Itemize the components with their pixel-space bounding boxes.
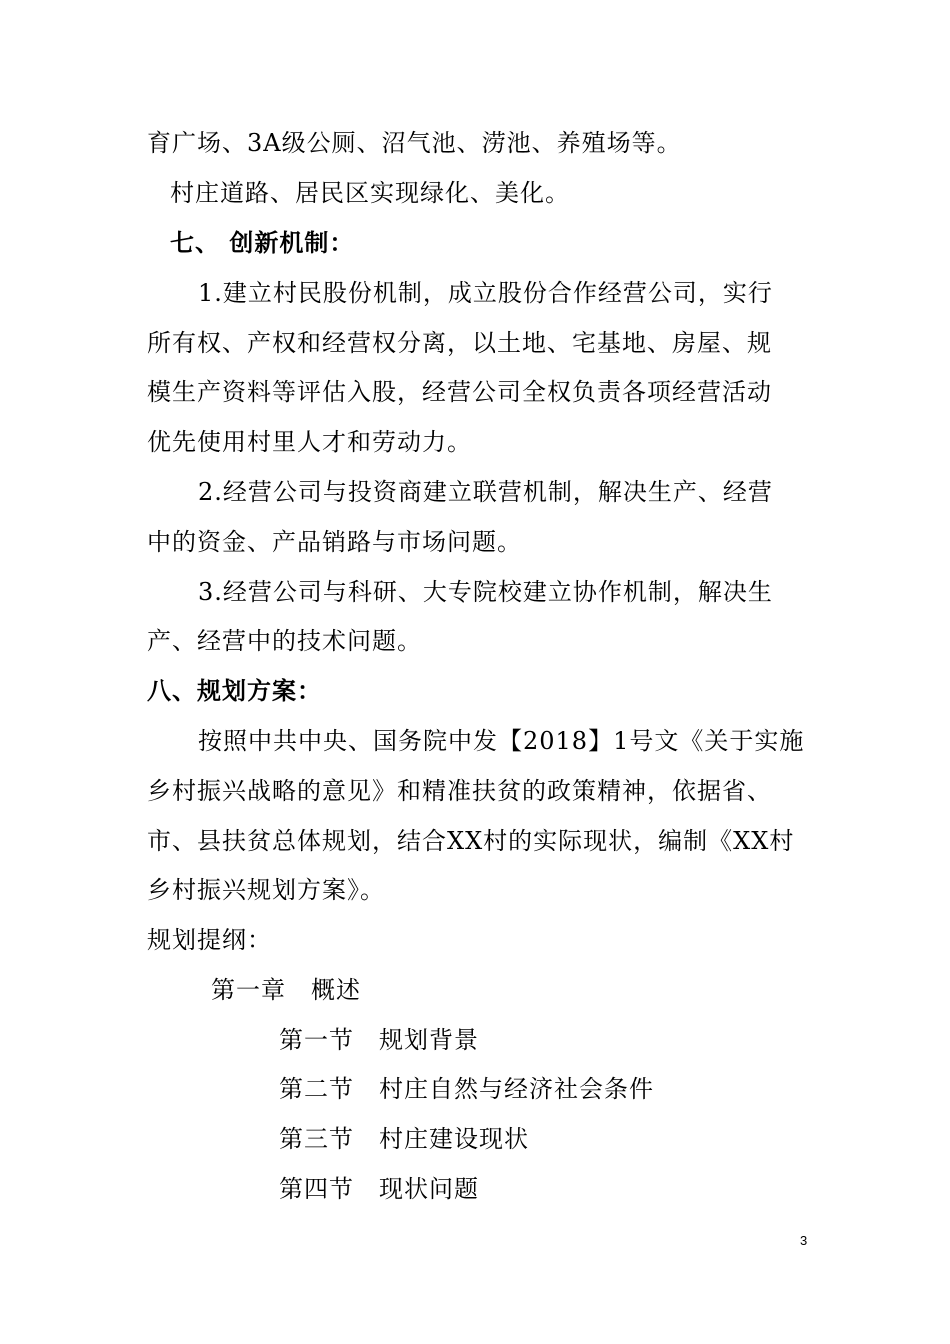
section-heading: 八、规划方案： <box>147 676 322 705</box>
text-line: 3.经营公司与科研、大专院校建立协作机制，解决生 <box>198 578 773 606</box>
outline-section: 第三节 村庄建设现状 <box>279 1125 529 1153</box>
text-line: 乡村振兴战略的意见》和精准扶贫的政策精神，依据省、 <box>147 777 772 805</box>
text-line: 按照中共中央、国务院中发【2018】1号文《关于实施 <box>198 727 805 755</box>
text-line: 村庄道路、居民区实现绿化、美化。 <box>170 179 570 207</box>
outline-section: 第四节 现状问题 <box>279 1175 479 1203</box>
text-line: 优先使用村里人才和劳动力。 <box>147 428 472 456</box>
text-line: 2.经营公司与投资商建立联营机制，解决生产、经营 <box>198 478 773 506</box>
text-line: 育广场、3A级公厕、沼气池、涝池、养殖场等。 <box>147 129 682 157</box>
text-line: 乡村振兴规划方案》。 <box>147 876 385 904</box>
text-line: 所有权、产权和经营权分离，以土地、宅基地、房屋、规 <box>147 329 772 357</box>
outline-chapter: 第一章 概述 <box>211 976 361 1004</box>
section-heading: 七、 创新机制： <box>170 228 355 257</box>
text-line: 1.建立村民股份机制，成立股份合作经营公司，实行 <box>198 279 773 307</box>
text-line: 市、县扶贫总体规划，结合XX村的实际现状，编制《XX村 <box>147 827 795 855</box>
outline-section: 第一节 规划背景 <box>279 1026 479 1054</box>
page-number: 3 <box>800 1233 808 1248</box>
outline-section: 第二节 村庄自然与经济社会条件 <box>279 1075 654 1103</box>
text-line: 规划提纲： <box>147 926 272 954</box>
text-line: 模生产资料等评估入股，经营公司全权负责各项经营活动 <box>147 378 772 406</box>
text-line: 产、经营中的技术问题。 <box>147 627 422 655</box>
text-line: 中的资金、产品销路与市场问题。 <box>147 528 522 556</box>
